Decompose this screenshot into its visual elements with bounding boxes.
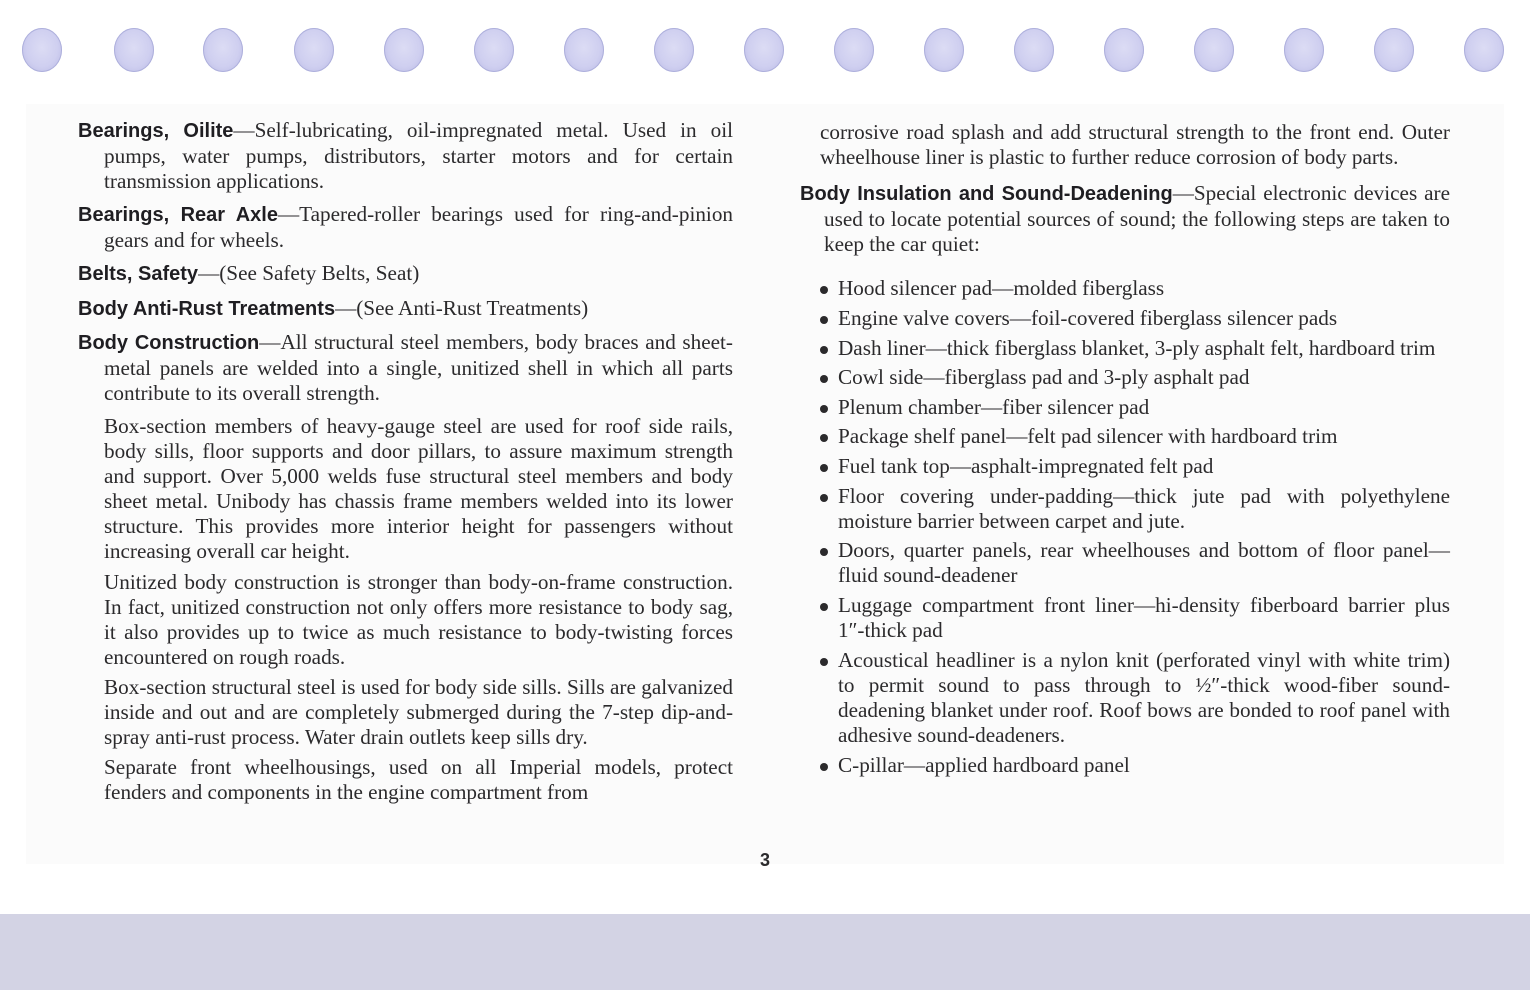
entry-text: —Special electronic devices are used to locate potential sources of sound; the following steps are taken to keep the car quiet: bbox=[824, 181, 1450, 257]
insulation-list bbox=[800, 276, 1450, 777]
punch-hole bbox=[22, 28, 62, 72]
entry-text: —Self-lubricating, oil-impregnated metal. Used in oil pumps, water pumps, distributors, starter motors and for certain transmission applications. bbox=[104, 118, 733, 194]
glossary-entry bbox=[800, 181, 1450, 257]
list-item bbox=[800, 648, 1450, 748]
list-item bbox=[800, 276, 1450, 301]
punch-hole bbox=[474, 28, 514, 72]
list-item bbox=[800, 753, 1450, 778]
list-item-text: Doors, quarter panels, rear wheelhouses and bottom of floor panel—fluid sound-deadener bbox=[838, 538, 1450, 588]
punch-hole bbox=[294, 28, 334, 72]
list-item bbox=[800, 593, 1450, 643]
bullet-icon bbox=[820, 494, 828, 502]
list-item bbox=[800, 395, 1450, 420]
punch-hole bbox=[1014, 28, 1054, 72]
punch-hole bbox=[114, 28, 154, 72]
entry-text: —(See Safety Belts, Seat) bbox=[198, 261, 420, 286]
entry-term: Body Anti-Rust Treatments bbox=[78, 297, 336, 320]
list-item bbox=[800, 306, 1450, 331]
entry-term: Body Insulation and Sound-Deadening bbox=[800, 183, 1173, 206]
entry-term: Bearings, Oilite bbox=[78, 120, 234, 142]
punch-hole bbox=[1194, 28, 1234, 72]
page-number: 3 bbox=[759, 850, 770, 870]
list-item bbox=[800, 538, 1450, 588]
punch-hole bbox=[834, 28, 874, 72]
continued-paragraph: corrosive road splash and add structural strength to the front end. Outer wheelhouse liner is plastic to further reduce corrosion of body parts. bbox=[820, 120, 1450, 170]
list-item-text: C-pillar—applied hardboard panel bbox=[838, 752, 1130, 777]
list-item bbox=[800, 424, 1450, 449]
list-item-text: Acoustical headliner is a nylon knit (perforated vinyl with white trim) to permit sound to pass through to ½″-thick wood-fiber sound-deadening blanket under roof. Roof bows are bonded to roof panel with adhesive sound-deadeners. bbox=[838, 647, 1450, 747]
glossary-entry bbox=[78, 330, 733, 406]
punch-hole bbox=[384, 28, 424, 72]
bullet-icon bbox=[820, 464, 828, 472]
punch-hole bbox=[564, 28, 604, 72]
bullet-icon bbox=[820, 405, 828, 413]
list-item-text: Package shelf panel—felt pad silencer with hardboard trim bbox=[838, 424, 1338, 449]
body-paragraph: Box-section structural steel is used for body side sills. Sills are galvanized inside and out and are completely submerged during the 7-step dip-and-spray anti-rust process. Water drain outlets keep sills dry. bbox=[104, 674, 733, 750]
entry-text: —Tapered-roller bearings used for ring-and-pinion gears and for wheels. bbox=[104, 202, 734, 253]
glossary-entry bbox=[78, 261, 733, 287]
bullet-icon bbox=[820, 548, 828, 556]
bullet-icon bbox=[820, 375, 828, 383]
punch-hole bbox=[1104, 28, 1144, 72]
list-item-text: Dash liner—thick fiberglass blanket, 3-ply asphalt felt, hardboard trim bbox=[838, 335, 1436, 360]
list-item bbox=[800, 454, 1450, 479]
bullet-icon bbox=[820, 658, 828, 666]
list-item bbox=[800, 484, 1450, 534]
body-paragraph: Unitized body construction is stronger than body-on-frame construction. In fact, unitized construction not only offers more resistance to body sag, it also provides up to twice as much resistance to body-twisting forces encountered on rough roads. bbox=[104, 569, 733, 669]
list-item bbox=[800, 365, 1450, 390]
bullet-icon bbox=[820, 346, 828, 354]
punch-hole bbox=[654, 28, 694, 72]
binder-holes bbox=[22, 28, 1512, 74]
list-item-text: Engine valve covers—foil-covered fiberglass silencer pads bbox=[838, 306, 1338, 331]
entry-text: —(See Anti-Rust Treatments) bbox=[335, 295, 589, 320]
punch-hole bbox=[924, 28, 964, 72]
bullet-icon bbox=[820, 286, 828, 294]
page-bottom-band bbox=[0, 914, 1530, 990]
glossary-entry bbox=[78, 118, 733, 194]
glossary-entry bbox=[78, 296, 733, 322]
list-item-text: Fuel tank top—asphalt-impregnated felt pad bbox=[838, 454, 1214, 479]
punch-hole bbox=[1374, 28, 1414, 72]
glossary-entry bbox=[78, 202, 733, 253]
entry-term: Belts, Safety bbox=[78, 263, 199, 286]
list-item-text: Luggage compartment front liner—hi-density fiberboard barrier plus 1″-thick pad bbox=[838, 593, 1450, 643]
bullet-icon bbox=[820, 603, 828, 611]
list-item-text: Hood silencer pad—molded fiberglass bbox=[838, 276, 1165, 301]
punch-hole bbox=[1464, 28, 1504, 72]
list-item bbox=[800, 336, 1450, 361]
punch-hole bbox=[1284, 28, 1324, 72]
left-column bbox=[78, 118, 733, 810]
body-paragraph: Box-section members of heavy-gauge steel are used for roof side rails, body sills, floor supports and door pillars, to assure maximum strength and support. Over 5,000 welds fuse structural steel members and body sheet metal. Unibody has chassis frame members welded into its lower structure. This provides more interior height for passengers without increasing overall car height. bbox=[104, 413, 733, 564]
bullet-icon bbox=[820, 763, 828, 771]
punch-hole bbox=[203, 28, 243, 72]
body-paragraph: Separate front wheelhousings, used on all Imperial models, protect fenders and components in the engine compartment from bbox=[104, 755, 733, 805]
right-column bbox=[800, 120, 1450, 782]
entry-text: —All structural steel members, body braces and sheet-metal panels are welded into a single, unitized shell in which all parts contribute to its overall strength. bbox=[104, 329, 733, 405]
list-item-text: Cowl side—fiberglass pad and 3-ply asphalt pad bbox=[838, 365, 1250, 390]
list-item-text: Floor covering under-padding—thick jute pad with polyethylene moisture barrier between carpet and jute. bbox=[838, 483, 1450, 533]
bullet-icon bbox=[820, 434, 828, 442]
entry-term: Bearings, Rear Axle bbox=[78, 204, 278, 227]
entry-term: Body Construction bbox=[78, 331, 260, 354]
bullet-icon bbox=[820, 316, 828, 324]
list-item-text: Plenum chamber—fiber silencer pad bbox=[838, 394, 1150, 419]
punch-hole bbox=[744, 28, 784, 72]
